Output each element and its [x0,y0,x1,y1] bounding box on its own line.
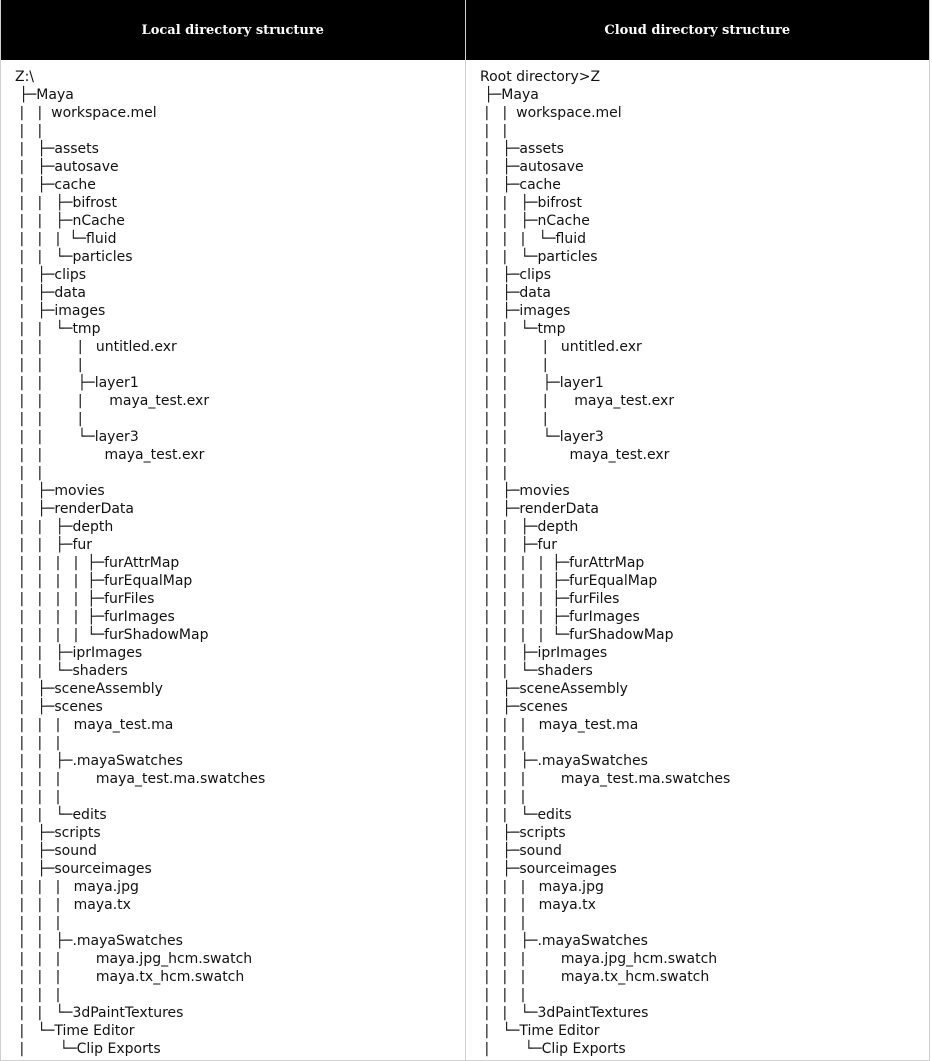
tree-line: | └─Clip Exports [480,1041,626,1057]
tree-line: | ├─renderData [15,501,134,517]
tree-line: | | └─3dPaintTextures [480,1005,649,1021]
tree-line: | | | [480,357,548,373]
tree-line: | | ├─.mayaSwatches [15,753,183,769]
tree-line: | | | maya_test.ma [15,717,174,733]
tree-line: | | | untitled.exr [480,339,642,355]
tree-line: | | | [15,789,61,805]
tree-line: | | | | ├─furImages [15,609,175,625]
tree-line: | | ├─.mayaSwatches [15,933,183,949]
tree-line: | | | | └─furShadowMap [15,627,209,643]
tree-line: | | | maya_test.ma.swatches [15,771,266,787]
tree-line: | | └─edits [15,807,107,823]
tree-line: | | workspace.mel [480,105,622,121]
tree-line: | | └─particles [15,249,133,265]
tree-line: | | | | ├─furFiles [15,591,155,607]
tree-line: | | | [15,735,61,751]
tree-line: | | | [480,987,526,1003]
tree-line: ├─Maya [480,87,539,103]
tree-line: | | └─layer3 [480,429,604,445]
tree-line: | └─Time Editor [15,1023,135,1039]
tree-line: | | | [15,411,83,427]
tree-line: | ├─scenes [15,699,103,715]
tree-line: | | | maya.tx [480,897,596,913]
tree-line: | | | [480,789,526,805]
tree-line: | | ├─.mayaSwatches [480,753,648,769]
tree-line: | | | └─fluid [15,231,117,247]
tree-line: | | | maya_test.exr [15,393,210,409]
tree-line: | ├─scripts [480,825,566,841]
tree-line: | ├─clips [480,267,552,283]
tree-line: | | └─shaders [15,663,128,679]
tree-line: | ├─sceneAssembly [480,681,628,697]
tree-line: | | | | ├─furEqualMap [15,573,193,589]
tree-line: | | ├─fur [15,537,92,553]
tree-line: | | | maya.tx [15,897,131,913]
tree-line: | ├─autosave [480,159,584,175]
tree-line: | | | maya_test.exr [480,393,675,409]
tree-line: | | | [15,987,61,1003]
tree-line: | | └─particles [480,249,598,265]
tree-line: | ├─sound [15,843,97,859]
tree-line: | | | | ├─furAttrMap [15,555,180,571]
tree-line: | | ├─.mayaSwatches [480,933,648,949]
tree-line: | ├─cache [480,177,561,193]
tree-line: | ├─clips [15,267,87,283]
tree-line: Root directory>Z [480,69,601,85]
tree-line: | | ├─layer1 [15,375,139,391]
table-header [1,0,929,60]
tree-line: | | ├─iprImages [480,645,608,661]
tree-line: | | | maya.jpg [480,879,604,895]
tree-line: | | ├─bifrost [15,195,117,211]
tree-line: | | | | ├─furImages [480,609,640,625]
tree-line: | ├─renderData [480,501,599,517]
tree-line: | | | [480,735,526,751]
tree-line: | | └─shaders [480,663,593,679]
cloud-column-header: Cloud directory structure [465,0,930,60]
tree-line: Z:\ [15,69,35,85]
tree-line: | | | | ├─furFiles [480,591,620,607]
tree-line: | └─Time Editor [480,1023,600,1039]
tree-line: | | ├─iprImages [15,645,143,661]
tree-line: | | [15,465,43,481]
tree-line: | ├─scenes [480,699,568,715]
tree-line: | ├─images [480,303,571,319]
table-body [1,60,929,1060]
tree-line: | ├─sceneAssembly [15,681,163,697]
tree-line: | | ├─nCache [15,213,125,229]
tree-line: | ├─sound [480,843,562,859]
tree-line: | | | maya.jpg_hcm.swatch [480,951,718,967]
tree-line: | └─Clip Exports [15,1041,161,1057]
tree-line: | | | | ├─furEqualMap [480,573,658,589]
tree-line: | | | maya.jpg [15,879,139,895]
tree-line: | | └─tmp [15,321,101,337]
local-directory-tree [1,60,465,1060]
tree-line: | | [480,465,508,481]
tree-line: | ├─autosave [15,159,119,175]
tree-line: | | | maya_test.ma [480,717,639,733]
tree-line: | | | [15,915,61,931]
tree-line: | ├─sourceimages [480,861,617,877]
tree-line: | | ├─fur [480,537,557,553]
tree-line: | ├─sourceimages [15,861,152,877]
cloud-directory-tree [465,60,929,1060]
tree-line: | | | maya.tx_hcm.swatch [480,969,710,985]
tree-line: | ├─data [15,285,86,301]
tree-line: | | | maya.jpg_hcm.swatch [15,951,253,967]
tree-line: | | | | ├─furAttrMap [480,555,645,571]
tree-line: | | | [480,411,548,427]
local-column-header: Local directory structure [141,22,324,38]
tree-line: | | | maya_test.ma.swatches [480,771,731,787]
tree-line: | | ├─bifrost [480,195,582,211]
tree-line: | | workspace.mel [15,105,157,121]
tree-line: | | └─3dPaintTextures [15,1005,184,1021]
tree-line: | | | maya.tx_hcm.swatch [15,969,245,985]
tree-line: | | maya_test.exr [480,447,670,463]
tree-line: | | └─tmp [480,321,566,337]
tree-line: | | ├─depth [480,519,579,535]
tree-line: | | | [480,915,526,931]
tree-line: | ├─assets [15,141,99,157]
tree-line: | | | | └─furShadowMap [480,627,674,643]
tree-line: | ├─scripts [15,825,101,841]
tree-line: | | └─layer3 [15,429,139,445]
tree-line: | ├─movies [15,483,105,499]
tree-line: | | | untitled.exr [15,339,177,355]
tree-line: | | [15,123,43,139]
tree-line: ├─Maya [15,87,74,103]
tree-line: | | ├─layer1 [480,375,604,391]
tree-line: | ├─assets [480,141,564,157]
tree-line: | ├─movies [480,483,570,499]
tree-line: | ├─cache [15,177,96,193]
tree-line: | ├─data [480,285,551,301]
tree-line: | | ├─depth [15,519,114,535]
tree-line: | | └─edits [480,807,572,823]
tree-line: | | | └─fluid [480,231,586,247]
tree-line: | ├─images [15,303,106,319]
tree-line: | | | [15,357,83,373]
tree-line: | | ├─nCache [480,213,590,229]
tree-line: | | [480,123,508,139]
tree-line: | | maya_test.exr [15,447,205,463]
